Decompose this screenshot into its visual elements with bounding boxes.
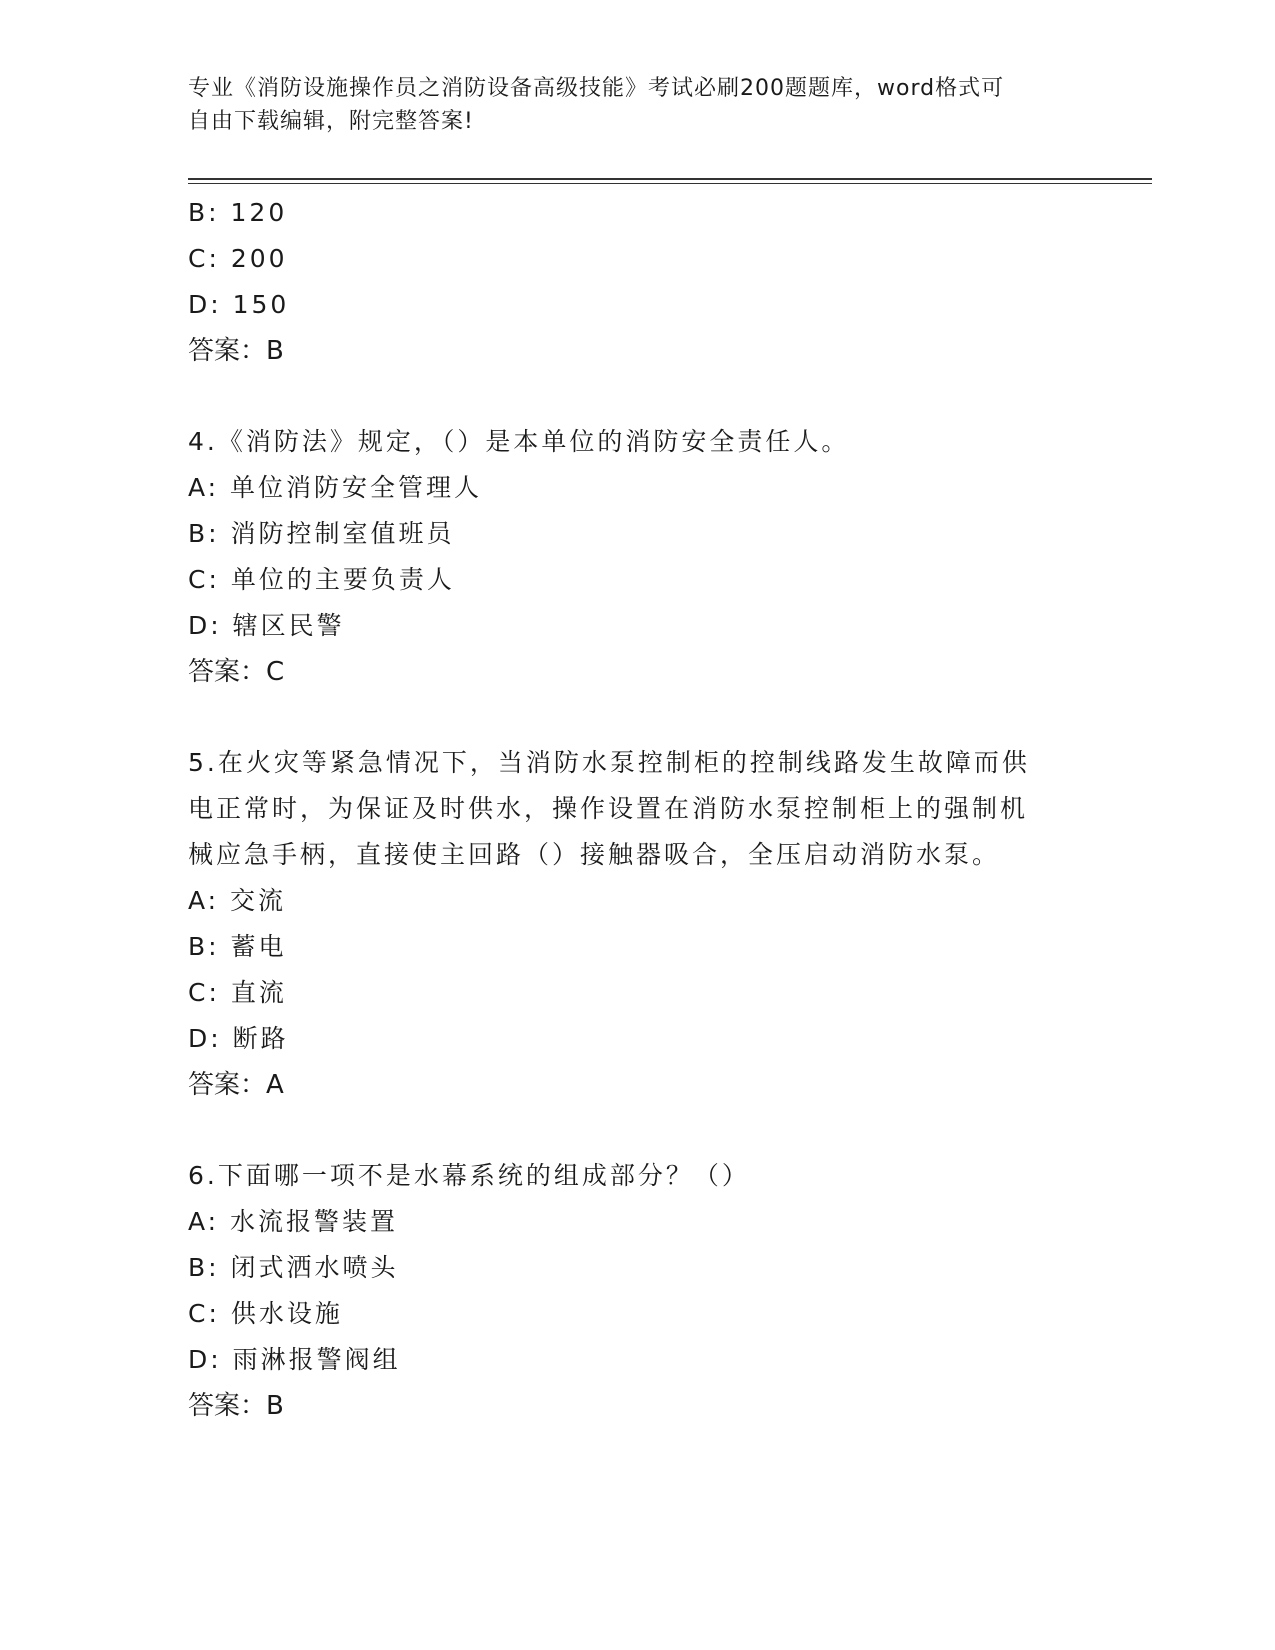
header-rule-thin — [188, 183, 1152, 184]
question-stem-line-3: 械应急手柄，直接使主回路（）接触器吸合，全压启动消防水泵。 — [188, 840, 1001, 869]
option-d: D: 雨淋报警阀组 — [188, 1345, 401, 1374]
option-b: B: 120 — [188, 198, 288, 227]
option-d: D: 辖区民警 — [188, 611, 345, 640]
question-5 — [188, 740, 1088, 1108]
question-6 — [188, 1153, 1088, 1429]
question-stem-line-1: 5.在火灾等紧急情况下，当消防水泵控制柜的控制线路发生故障而供 — [188, 748, 1030, 777]
question-stem: 4.《消防法》规定，（）是本单位的消防安全责任人。 — [188, 427, 850, 456]
question-list — [188, 190, 1088, 1429]
option-a: A: 单位消防安全管理人 — [188, 473, 483, 502]
option-c: C: 单位的主要负责人 — [188, 565, 455, 594]
option-d: D: 断路 — [188, 1024, 289, 1053]
option-a: A: 水流报警装置 — [188, 1207, 399, 1236]
answer: 答案：C — [188, 657, 285, 687]
option-b: B: 蓄电 — [188, 932, 287, 961]
header-line-1: 专业《消防设施操作员之消防设备高级技能》考试必刷200题题库，word格式可 — [188, 76, 1005, 101]
answer: 答案：B — [188, 1391, 284, 1421]
header-rule-thick — [188, 178, 1152, 180]
option-c: C: 直流 — [188, 978, 287, 1007]
question-stem-line-2: 电正常时，为保证及时供水，操作设置在消防水泵控制柜上的强制机 — [188, 794, 1029, 823]
option-c: C: 供水设施 — [188, 1299, 343, 1328]
option-b: B: 闭式洒水喷头 — [188, 1253, 399, 1282]
option-b: B: 消防控制室值班员 — [188, 519, 455, 548]
option-c: C: 200 — [188, 244, 288, 273]
option-a: A: 交流 — [188, 886, 287, 915]
answer: 答案：B — [188, 336, 284, 366]
option-d: D: 150 — [188, 290, 290, 319]
question-3 — [188, 190, 1088, 374]
header-line-2: 自由下载编辑，附完整答案! — [188, 109, 474, 134]
document-header — [188, 72, 1068, 138]
answer: 答案：A — [188, 1070, 284, 1100]
question-4 — [188, 419, 1088, 695]
question-stem: 6.下面哪一项不是水幕系统的组成部分？（） — [188, 1161, 750, 1190]
